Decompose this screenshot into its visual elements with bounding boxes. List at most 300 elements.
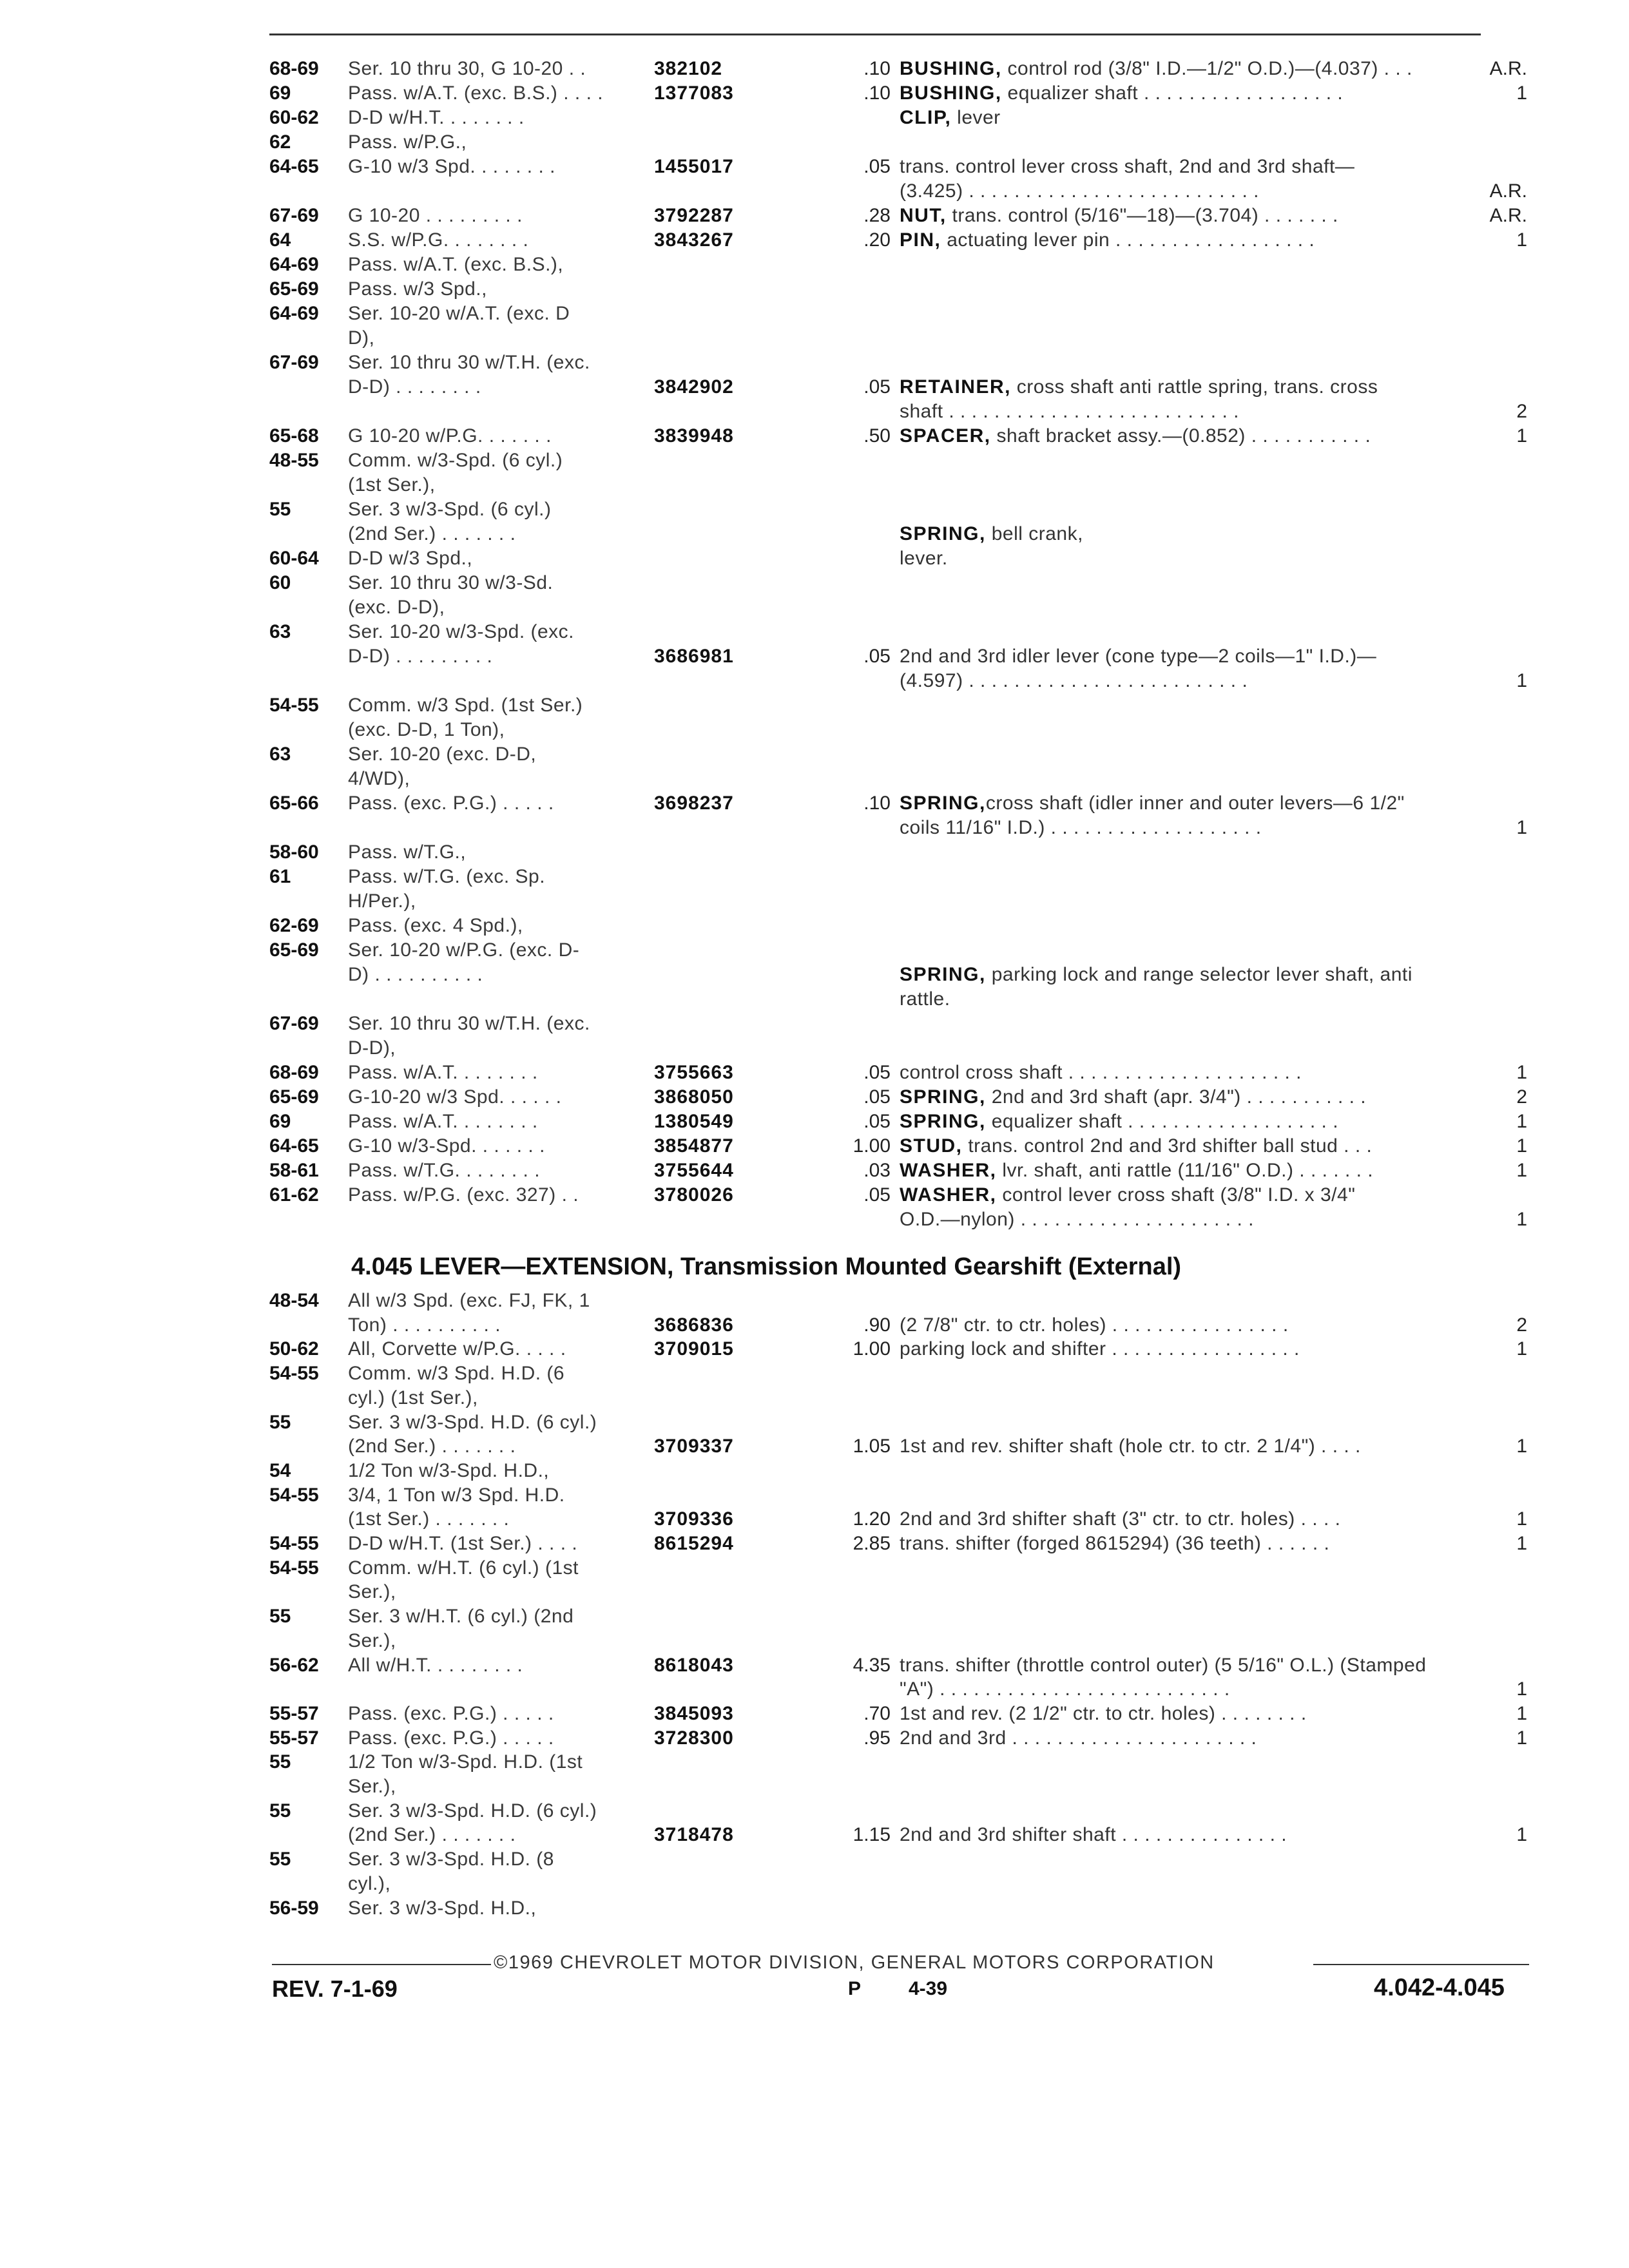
description-text: control lever cross shaft (3/8" I.D. x 3/4" [996,1184,1356,1206]
parts-row [0,473,1629,497]
quantity: 1 [1516,1436,1527,1457]
model-years: 50-62 [269,1338,319,1360]
model-years: 54-55 [269,695,319,716]
price: .05 [863,376,891,398]
part-description [900,1677,1230,1702]
model-years: 60 [269,572,291,593]
parts-row [0,1183,1629,1207]
description-text: lvr. shaft, anti rattle (11/16" O.D.) . . . . . . . [996,1160,1374,1181]
application: (1st Ser.) . . . . . . . [348,1508,510,1530]
part-description [900,1434,1361,1459]
parts-row [0,1532,1629,1556]
model-years: 54-55 [269,1557,319,1579]
part-name: SPRING, [900,523,986,544]
price: 2.85 [853,1533,891,1554]
part-name: WASHER, [900,1160,997,1181]
page-number: 4-39 [909,1978,948,1999]
parts-row [0,1702,1629,1726]
part-description [900,644,1376,669]
part-description [900,57,1412,81]
description-text: cross shaft anti rattle spring, trans. cross [1010,376,1378,398]
top-rule [269,34,1481,35]
part-description [900,1110,1338,1134]
part-description [900,1726,1257,1751]
parts-row [0,1361,1629,1386]
description-text: 2nd and 3rd . . . . . . . . . . . . . . . . . . . . . . [900,1727,1257,1749]
price: 4.35 [853,1654,891,1676]
application: (2nd Ser.) . . . . . . . [348,523,516,544]
model-years: 55 [269,499,291,520]
part-description [900,1532,1329,1556]
parts-row [0,1483,1629,1508]
model-years: 65-66 [269,793,319,814]
description-text: trans. control 2nd and 3rd shifter ball stud . . . [962,1135,1373,1157]
model-years: 62 [269,131,291,153]
quantity: 1 [1516,1508,1527,1530]
description-text: trans. shifter (forged 8615294) (36 teeth) . . . . . . [900,1533,1330,1554]
parts-row [0,424,1629,448]
description-text: lever. [900,548,948,569]
parts-row [0,497,1629,522]
application: Pass. w/A.T. . . . . . . . [348,1062,538,1083]
part-description [900,375,1378,399]
description-text: trans. shifter (throttle control outer) (5 5/16" O.L.) (Stamped [900,1654,1427,1676]
price: 1.00 [853,1338,891,1360]
parts-row [0,669,1629,693]
price: .05 [863,1086,891,1108]
application: (2nd Ser.) . . . . . . . [348,1824,516,1846]
model-years: 65-69 [269,939,319,961]
quantity: 1 [1516,1533,1527,1554]
part-description [900,1507,1340,1532]
application: Ser. 10 thru 30 w/T.H. (exc. [348,352,590,373]
price: .03 [863,1160,891,1181]
description-text: parking lock and range selector lever shaft, anti [985,964,1412,985]
description-text: (3.425) . . . . . . . . . . . . . . . . . . . . . . . . . . [900,180,1259,202]
application: Pass. (exc. P.G.) . . . . . [348,1727,554,1749]
application: Pass. w/3 Spd., [348,278,487,300]
part-number: 3792287 [654,205,734,226]
part-description [900,204,1338,228]
part-number: 3728300 [654,1727,734,1749]
application: Pass. w/A.T. (exc. B.S.), [348,254,564,275]
quantity: 1 [1516,1209,1527,1230]
parts-row [0,1604,1629,1629]
model-years: 67-69 [269,1013,319,1034]
quantity: 1 [1516,425,1527,447]
part-number: 3709337 [654,1436,734,1457]
application: Comm. w/H.T. (6 cyl.) (1st [348,1557,579,1579]
application: All, Corvette w/P.G. . . . . [348,1338,566,1360]
part-description [900,424,1371,448]
description-text: 2nd and 3rd idler lever (cone type—2 coils—1" I.D.)— [900,646,1377,667]
model-years: 54-55 [269,1363,319,1385]
model-years: 69 [269,1111,291,1132]
quantity: 1 [1516,1062,1527,1083]
quantity: 1 [1516,1338,1527,1360]
parts-row [0,57,1629,81]
application: G-10 w/3 Spd. . . . . . . . [348,156,555,177]
application: (exc. D-D), [348,597,445,618]
application: Ser.), [348,1629,396,1651]
parts-row [0,204,1629,228]
application: Pass. w/P.G. (exc. 327) . . [348,1184,579,1206]
parts-row [0,1896,1629,1921]
model-years: 54 [269,1459,291,1481]
parts-row [0,1012,1629,1036]
part-number: 3842902 [654,376,734,398]
parts-row [0,1459,1629,1483]
copyright-line: ©1969 CHEVROLET MOTOR DIVISION, GENERAL MOTORS CORPORATION [494,1952,1215,1973]
price: .05 [863,1111,891,1132]
part-number: 1377083 [654,82,734,104]
model-years: 64-69 [269,254,319,275]
model-years: 56-62 [269,1654,319,1676]
part-description [900,963,1412,987]
parts-row [0,1847,1629,1872]
revision-date: REV. 7-1-69 [272,1975,398,2002]
part-description [900,1702,1307,1726]
application: Ser.), [348,1581,396,1603]
application: cyl.), [348,1872,391,1894]
model-years: 64-69 [269,303,319,324]
model-years: 55 [269,1800,291,1821]
model-years: 55 [269,1849,291,1870]
footer-rule-right [1313,1964,1529,1965]
part-name: BUSHING, [900,58,1002,79]
description-text: cross shaft (idler inner and outer levers—6 1/2" [985,793,1405,814]
parts-row [0,1158,1629,1183]
quantity: 1 [1516,1111,1527,1132]
parts-row [0,1313,1629,1338]
price: .95 [863,1727,891,1749]
parts-row [0,718,1629,742]
application: 1/2 Ton w/3-Spd. H.D., [348,1459,550,1481]
part-number: 8618043 [654,1654,734,1676]
parts-row [0,1726,1629,1751]
application: Pass. w/T.G. . . . . . . . [348,1160,541,1181]
description-text: "A") . . . . . . . . . . . . . . . . . . . . . . . . . . [900,1678,1230,1700]
part-number: 8615294 [654,1533,734,1554]
part-number: 3698237 [654,793,734,814]
application: Ser. 10-20 (exc. D-D, [348,744,537,765]
quantity: 1 [1516,1135,1527,1157]
quantity: 1 [1516,670,1527,691]
part-description [900,546,948,571]
parts-row [0,326,1629,351]
application: S.S. w/P.G. . . . . . . . [348,229,529,251]
description-text: actuating lever pin . . . . . . . . . . . . . . . . . . [941,229,1315,251]
model-years: 48-55 [269,450,319,471]
parts-row [0,889,1629,914]
parts-row [0,1774,1629,1799]
application: Ser. 3 w/H.T. (6 cyl.) (2nd [348,1606,574,1628]
application: Ser. 10-20 w/P.G. (exc. D- [348,939,580,961]
parts-row [0,1110,1629,1134]
part-description [900,816,1262,840]
part-name: SPACER, [900,425,991,447]
parts-row [0,767,1629,791]
parts-row [0,1036,1629,1061]
model-years: 67-69 [269,205,319,226]
parts-row [0,595,1629,620]
application: Pass. w/P.G., [348,131,467,153]
price: .28 [863,205,891,226]
model-years: 65-69 [269,1086,319,1108]
part-description [900,987,950,1012]
part-number: 3854877 [654,1135,734,1157]
part-description [900,1134,1372,1158]
parts-row [0,399,1629,424]
quantity: 2 [1516,401,1527,422]
model-years: 56-59 [269,1897,319,1919]
application: D-D w/H.T. . . . . . . . [348,107,525,128]
part-description [900,1061,1302,1085]
part-description [900,1085,1366,1110]
part-description [900,791,1405,816]
part-description [900,106,1001,130]
price: .70 [863,1702,891,1724]
application: G 10-20 . . . . . . . . . [348,205,523,226]
parts-row [0,1750,1629,1774]
page-letter: P [848,1978,862,1999]
application: Ser. 10 thru 30 w/3-Sd. [348,572,554,593]
application: Ser. 10 thru 30, G 10-20 . . [348,58,586,79]
model-years: 58-60 [269,841,319,863]
part-name: SPRING, [900,1086,986,1108]
application: H/Per.), [348,890,416,912]
model-years: 68-69 [269,58,319,79]
parts-row [0,865,1629,889]
quantity: A.R. [1489,180,1527,202]
application: Ton) . . . . . . . . . . [348,1314,501,1336]
model-years: 63 [269,621,291,642]
application: All w/3 Spd. (exc. FJ, FK, 1 [348,1290,590,1311]
model-years: 63 [269,744,291,765]
parts-row [0,816,1629,840]
parts-row [0,571,1629,595]
application: Ser. 3 w/3-Spd. H.D., [348,1897,537,1919]
part-number: 3709336 [654,1508,734,1530]
description-text: 2nd and 3rd shaft (apr. 3/4") . . . . . . . . . . . [985,1086,1367,1108]
price: 1.15 [853,1824,891,1846]
parts-row [0,130,1629,155]
application: D-D w/3 Spd., [348,548,473,569]
group-number-range: 4.042-4.045 [1374,1974,1505,2001]
application: D-D), [348,1037,396,1059]
parts-row [0,1507,1629,1532]
description-text: coils 11/16" I.D.) . . . . . . . . . . . . . . . . . . . [900,817,1262,838]
part-name: SPRING, [900,1111,986,1132]
price: .90 [863,1314,891,1336]
part-number: 3843267 [654,229,734,251]
model-years: 55-57 [269,1702,319,1724]
description-text: 1st and rev. shifter shaft (hole ctr. to ctr. 2 1/4") . . . . [900,1436,1361,1457]
price: .10 [863,793,891,814]
part-description [900,522,1083,546]
model-years: 64-65 [269,156,319,177]
part-description [900,1653,1426,1678]
model-years: 55-57 [269,1727,319,1749]
parts-row [0,351,1629,375]
parts-row [0,106,1629,130]
application: D-D) . . . . . . . . . [348,646,493,667]
description-text: control rod (3/8" I.D.—1/2" O.D.)—(4.037) . . . [1001,58,1412,79]
parts-row [0,1289,1629,1313]
part-number: 3755663 [654,1062,734,1083]
application: Ser.), [348,1776,396,1797]
parts-row [0,1061,1629,1085]
model-years: 60-62 [269,107,319,128]
application: Comm. w/3 Spd. (1st Ser.) [348,695,583,716]
price: .05 [863,1062,891,1083]
part-number: 3780026 [654,1184,734,1206]
description-text: control cross shaft . . . . . . . . . . . . . . . . . . . . . [900,1062,1302,1083]
parts-row [0,155,1629,179]
price: 1.00 [853,1135,891,1157]
price: 1.05 [853,1436,891,1457]
application: 4/WD), [348,768,410,789]
description-text: (2 7/8" ctr. to ctr. holes) . . . . . . . . . . . . . . . . [900,1314,1289,1336]
parts-row [0,81,1629,106]
model-years: 55 [269,1606,291,1628]
quantity: A.R. [1489,205,1527,226]
model-years: 67-69 [269,352,319,373]
parts-row [0,693,1629,718]
parts-row [0,963,1629,987]
part-name: CLIP, [900,107,952,128]
part-description [900,179,1259,204]
quantity: 1 [1516,1824,1527,1846]
description-text: equalizer shaft . . . . . . . . . . . . . . . . . . [1001,82,1344,104]
description-text: O.D.—nylon) . . . . . . . . . . . . . . . . . . . . . [900,1209,1254,1230]
parts-row [0,1085,1629,1110]
parts-row [0,1434,1629,1459]
part-name: WASHER, [900,1184,997,1206]
parts-row [0,546,1629,571]
application: Ser. 3 w/3-Spd. H.D. (6 cyl.) [348,1411,597,1433]
parts-row [0,253,1629,277]
parts-row [0,1410,1629,1435]
parts-row [0,1872,1629,1896]
part-number: 3839948 [654,425,734,447]
part-description [900,1207,1254,1232]
model-years: 54-55 [269,1484,319,1506]
description-text: parking lock and shifter . . . . . . . . . . . . . . . . . [900,1338,1300,1360]
part-number: 3868050 [654,1086,734,1108]
part-number: 1455017 [654,156,734,177]
part-description [900,1313,1289,1338]
price: .20 [863,229,891,251]
price: .50 [863,425,891,447]
parts-row [0,1134,1629,1158]
description-text: 2nd and 3rd shifter shaft (3" ctr. to ctr. holes) . . . . [900,1508,1341,1530]
model-years: 64-65 [269,1135,319,1157]
application: Pass. w/T.G., [348,841,467,863]
parts-row [0,840,1629,865]
part-number: 382102 [654,58,723,79]
parts-row [0,1653,1629,1678]
model-years: 54-55 [269,1533,319,1554]
application: Ser. 10 thru 30 w/T.H. (exc. [348,1013,590,1034]
quantity: 1 [1516,1160,1527,1181]
part-name: SPRING, [900,964,986,985]
part-name: PIN, [900,229,941,251]
part-description [900,1823,1287,1847]
application: Pass. (exc. 4 Spd.), [348,915,523,936]
part-description [900,399,1239,424]
quantity: 1 [1516,82,1527,104]
part-description [900,155,1354,179]
parts-row [0,228,1629,253]
model-years: 61 [269,866,291,887]
price: .05 [863,646,891,667]
description-text: shaft bracket assy.—(0.852) . . . . . . . . . . . [990,425,1371,447]
application: All w/H.T. . . . . . . . . [348,1654,523,1676]
application: D) . . . . . . . . . . [348,964,483,985]
application: Pass. w/A.T. . . . . . . . [348,1111,538,1132]
parts-row [0,448,1629,473]
application: G-10-20 w/3 Spd. . . . . . [348,1086,562,1108]
application: D), [348,327,375,349]
application: G-10 w/3-Spd. . . . . . . [348,1135,545,1157]
quantity: 1 [1516,229,1527,251]
description-text: bell crank, [985,523,1083,544]
part-name: RETAINER, [900,376,1011,398]
description-text: 2nd and 3rd shifter shaft . . . . . . . . . . . . . . . [900,1824,1287,1846]
application: Comm. w/3 Spd. H.D. (6 [348,1363,565,1385]
parts-row [0,179,1629,204]
parts-row [0,791,1629,816]
part-number: 3718478 [654,1824,734,1846]
parts-row [0,1677,1629,1702]
parts-row [0,1386,1629,1410]
model-years: 55 [269,1751,291,1773]
application: cyl.) (1st Ser.), [348,1387,478,1408]
parts-row [0,1556,1629,1581]
quantity: 1 [1516,1678,1527,1700]
parts-row [0,277,1629,302]
parts-row [0,742,1629,767]
parts-row [0,938,1629,963]
application: Pass. (exc. P.G.) . . . . . [348,793,554,814]
quantity: 1 [1516,817,1527,838]
description-text: trans. control (5/16"—18)—(3.704) . . . . . . . [946,205,1338,226]
application: D-D w/H.T. (1st Ser.) . . . . [348,1533,578,1554]
part-name: BUSHING, [900,82,1002,104]
section-title: 4.045 LEVER—EXTENSION, Transmission Mounted Gearshift (External) [351,1253,1182,1280]
part-name: SPRING, [900,793,986,814]
parts-row [0,620,1629,644]
quantity: 1 [1516,1702,1527,1724]
part-description [900,228,1315,253]
description-text: (4.597) . . . . . . . . . . . . . . . . . . . . . . . . . [900,670,1248,691]
part-description [900,669,1248,693]
footer-rule-left [272,1964,491,1965]
application: Ser. 3 w/3-Spd. (6 cyl.) [348,499,552,520]
description-text: rattle. [900,988,950,1010]
price: .10 [863,82,891,104]
description-text: shaft . . . . . . . . . . . . . . . . . . . . . . . . . . [900,401,1239,422]
model-years: 58-61 [269,1160,319,1181]
parts-row [0,1799,1629,1823]
model-years: 61-62 [269,1184,319,1206]
part-description [900,81,1343,106]
part-description [900,1183,1355,1207]
parts-row [0,987,1629,1012]
model-years: 69 [269,82,291,104]
model-years: 65-68 [269,425,319,447]
